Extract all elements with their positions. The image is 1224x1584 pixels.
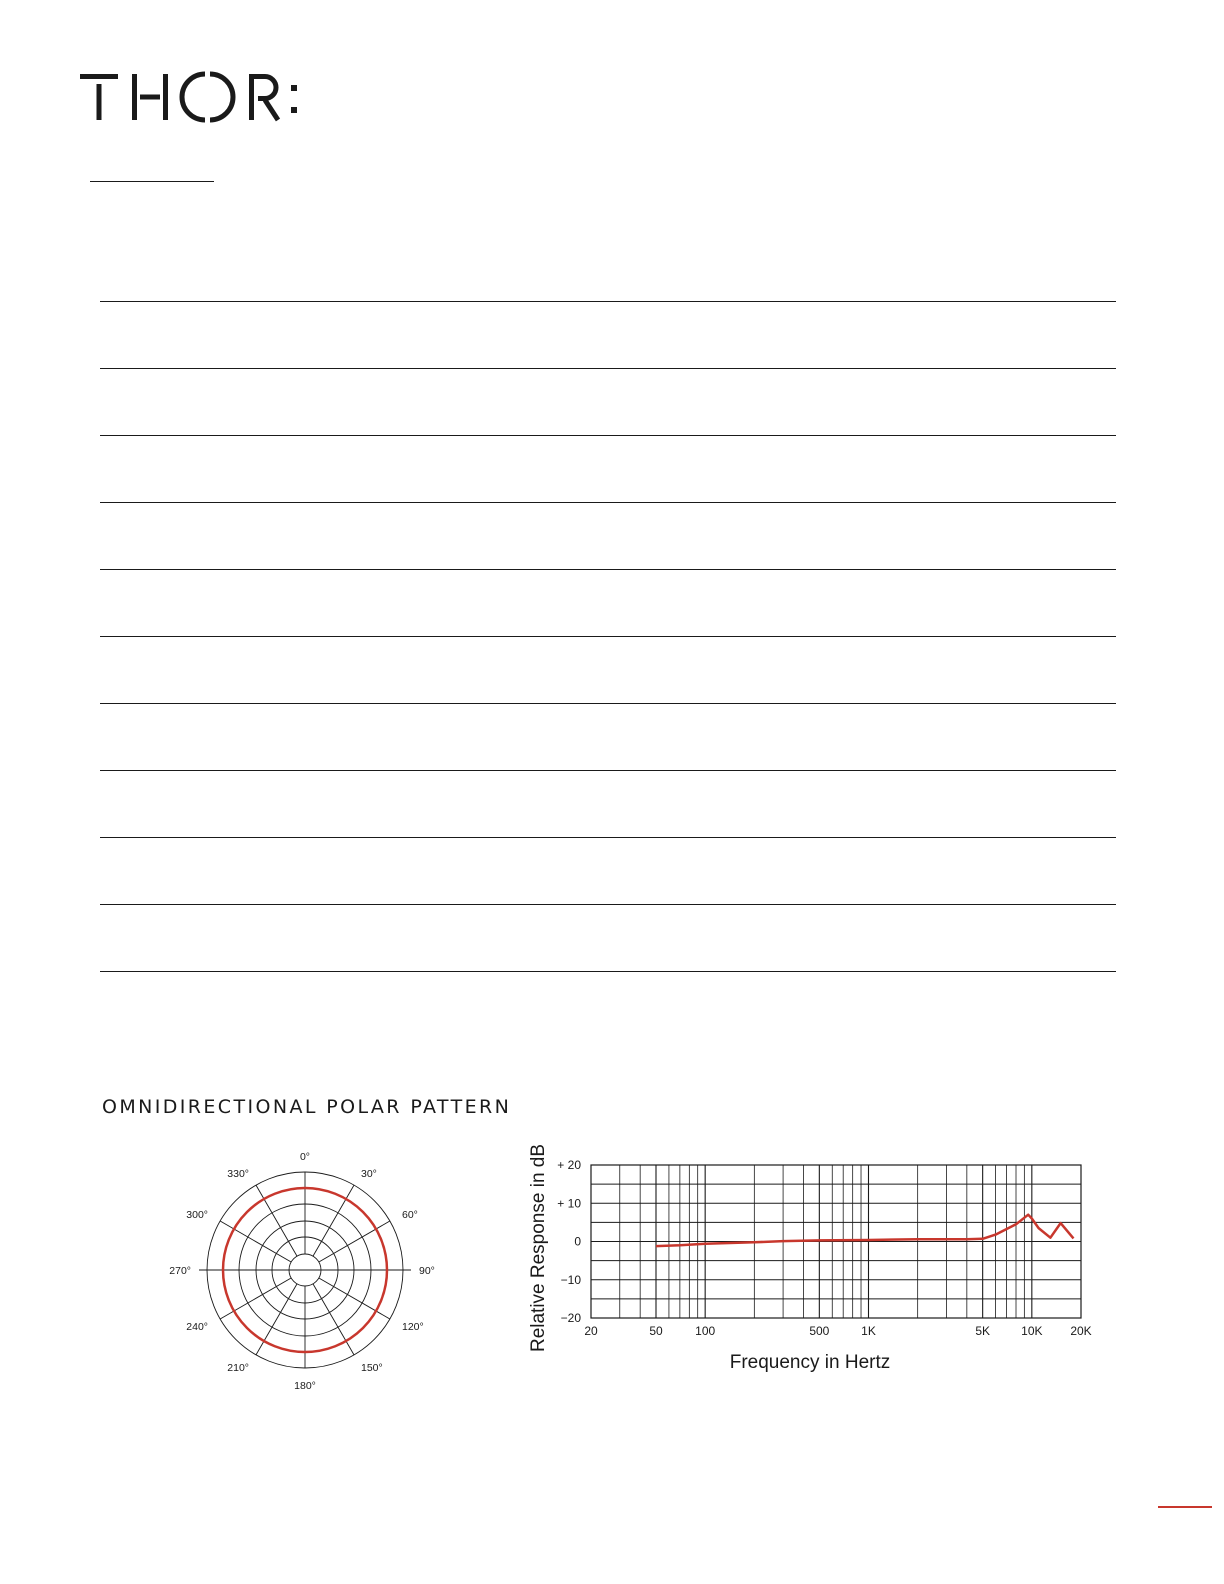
x-tick-label: 100 [695,1324,716,1338]
title-underline [90,181,214,182]
polar-angle-label: 180° [294,1380,316,1392]
x-tick-label: 20K [1070,1324,1092,1338]
table-row [100,636,1116,703]
polar-angle-label: 60° [401,1209,418,1221]
frequency-response-chart [520,1125,1120,1385]
thor-logo [80,68,310,126]
table-row [100,770,1116,837]
table-row [100,904,1116,972]
table-row [100,368,1116,435]
x-tick-label: 5K [975,1324,991,1338]
polar-angle-label: 30° [361,1168,377,1181]
y-tick-label: −10 [560,1272,581,1287]
spec-table [100,301,1116,972]
polar-angle-label: 330° [227,1168,249,1181]
polar-angle-label: 270° [169,1265,191,1277]
table-row [100,435,1116,502]
polar-pattern-heading: OMNIDIRECTIONAL POLAR PATTERN [102,1096,512,1118]
x-axis-label: Frequency in Hertz [729,1352,891,1373]
table-row [100,569,1116,636]
polar-angle-label: 240° [186,1321,209,1333]
x-tick-label: 500 [809,1324,830,1338]
x-tick-label: 10K [1021,1324,1043,1338]
x-tick-label: 50 [649,1324,663,1338]
table-row [100,502,1116,569]
page-corner-rule [1158,1506,1212,1508]
x-tick-label: 20 [584,1324,598,1338]
polar-angle-label: 90° [419,1265,435,1277]
table-row [100,301,1116,368]
y-tick-label: 0 [574,1234,581,1249]
polar-pattern-diagram [160,1150,450,1395]
polar-angle-label: 120° [401,1321,424,1333]
polar-angle-label: 210° [227,1361,249,1374]
table-row [100,703,1116,770]
polar-angle-label: 150° [361,1361,383,1374]
y-axis-label: Relative Response in dB [528,1143,549,1353]
y-tick-label: −20 [560,1311,581,1325]
polar-grid [199,1172,411,1368]
x-tick-label: 1K [861,1324,876,1338]
polar-angle-label: 0° [299,1151,311,1163]
y-tick-label: + 20 [557,1158,581,1172]
table-row [100,837,1116,904]
polar-angle-label: 300° [186,1209,209,1221]
y-tick-label: + 10 [557,1196,581,1211]
